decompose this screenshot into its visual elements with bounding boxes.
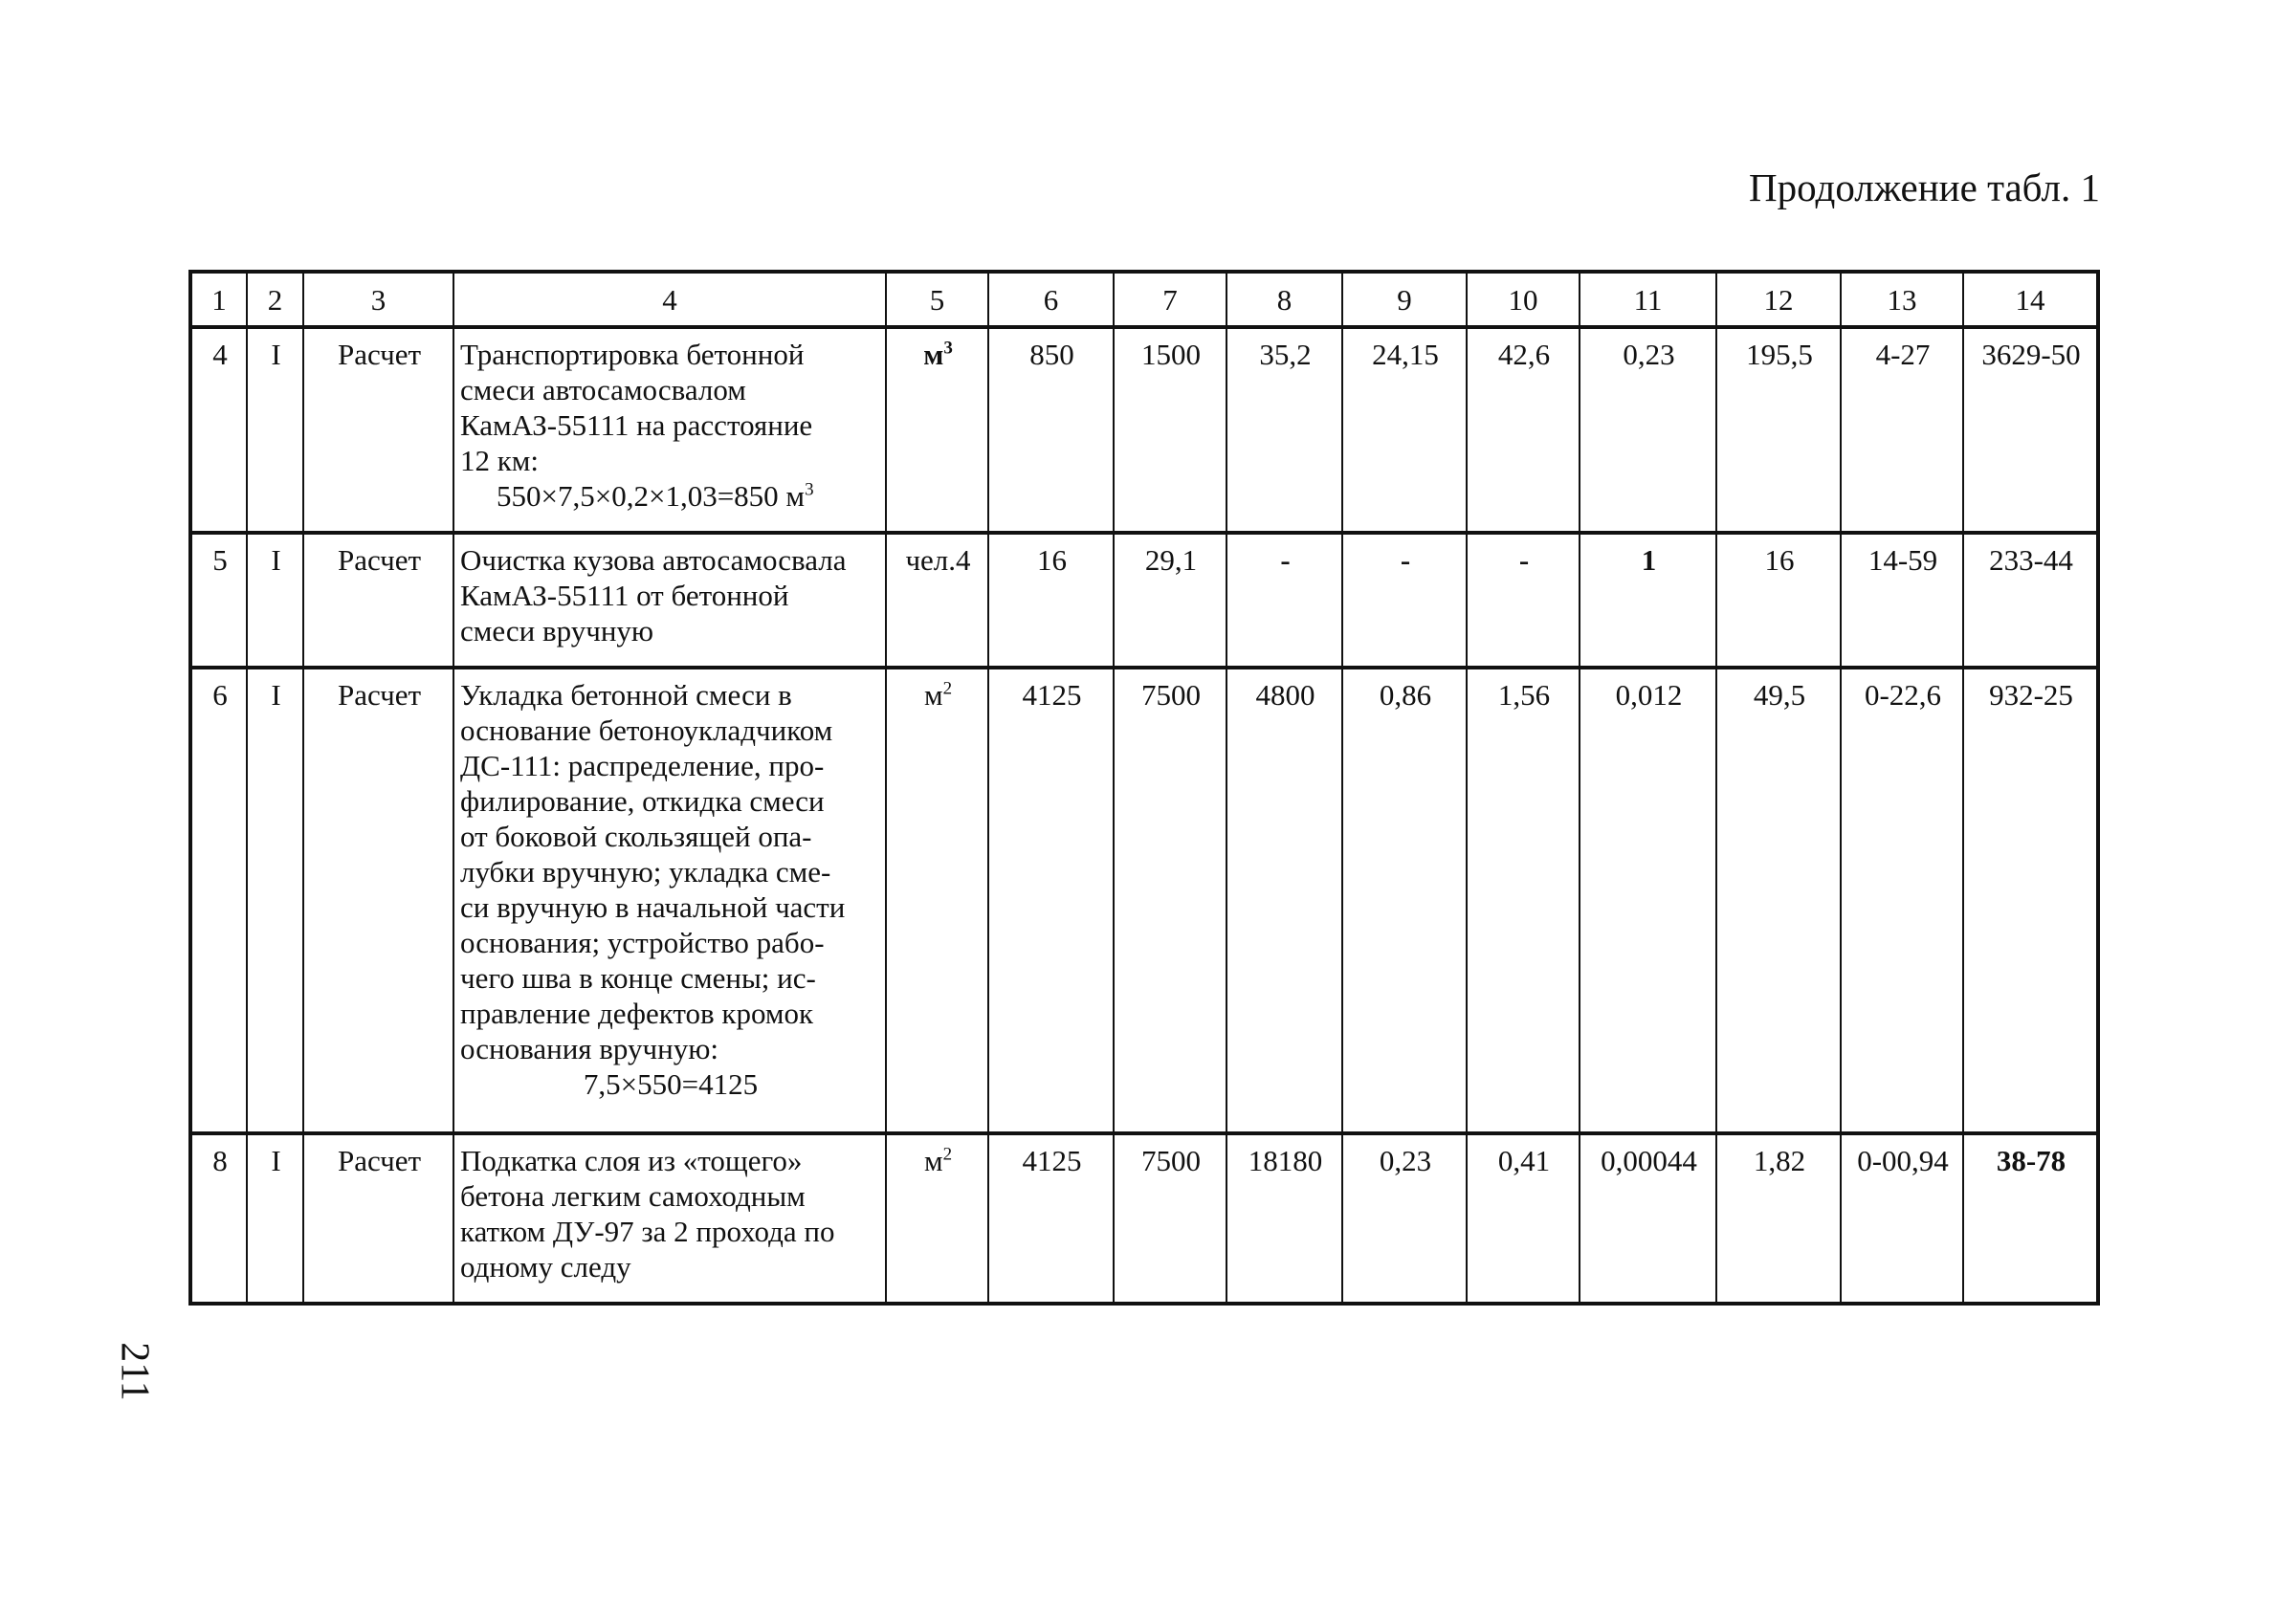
description-line: Транспортировка бетонной bbox=[460, 338, 805, 371]
description-line: Очистка кузова автосамосвала bbox=[460, 543, 847, 577]
header-cell: 8 bbox=[1226, 272, 1342, 327]
cell-value: 0,86 bbox=[1342, 668, 1467, 1133]
description-line: филирование, откидка смеси bbox=[460, 784, 825, 818]
cell-value: 7500 bbox=[1114, 668, 1226, 1133]
table-row bbox=[190, 668, 2098, 1133]
description-line: бетона легким самоходным bbox=[460, 1179, 806, 1213]
cell-value: - bbox=[1226, 533, 1342, 668]
description-line: от боковой скользящей опа- bbox=[460, 820, 812, 853]
header-cell: 7 bbox=[1114, 272, 1226, 327]
cell-number: 5 bbox=[190, 533, 247, 668]
description-line: КамАЗ-55111 на расстояние bbox=[460, 408, 813, 442]
description-line: КамАЗ-55111 от бетонной bbox=[460, 579, 789, 612]
cell-value: 1,56 bbox=[1467, 668, 1580, 1133]
cell-value: 0,00044 bbox=[1580, 1133, 1716, 1304]
cell-number: 6 bbox=[190, 668, 247, 1133]
calculation-formula: 7,5×550=4125 bbox=[583, 1067, 759, 1101]
description-line: смеси вручную bbox=[460, 614, 654, 647]
cell-value: 4125 bbox=[988, 1133, 1114, 1304]
description-line: одному следу bbox=[460, 1250, 631, 1284]
cell-value: - bbox=[1467, 533, 1580, 668]
cell-value: 24,15 bbox=[1342, 327, 1467, 533]
cell-category: I bbox=[247, 327, 303, 533]
cell-value: 1,82 bbox=[1716, 1133, 1841, 1304]
header-cell: 14 bbox=[1963, 272, 2098, 327]
header-cell: 6 bbox=[988, 272, 1114, 327]
table-row bbox=[190, 327, 2098, 533]
cell-unit bbox=[886, 668, 988, 1133]
header-cell: 1 bbox=[190, 272, 247, 327]
formula-text: 550×7,5×0,2×1,03=850 м bbox=[497, 479, 806, 513]
cell-value: 0-00,94 bbox=[1841, 1133, 1963, 1304]
cell-value: 195,5 bbox=[1716, 327, 1841, 533]
cell-basis: Расчет bbox=[303, 327, 453, 533]
cell-category: I bbox=[247, 533, 303, 668]
unit-exponent: 3 bbox=[943, 338, 953, 359]
cell-value: 1 bbox=[1580, 533, 1716, 668]
description-line: лубки вручную; укладка сме- bbox=[460, 855, 831, 889]
cell-value: - bbox=[1342, 533, 1467, 668]
unit-base: м bbox=[923, 338, 944, 371]
description-line: чего шва в конце смены; ис- bbox=[460, 961, 816, 995]
cell-unit: чел.4 bbox=[886, 533, 988, 668]
cell-value: 850 bbox=[988, 327, 1114, 533]
cell-value: 29,1 bbox=[1114, 533, 1226, 668]
unit-base: м bbox=[923, 1144, 943, 1177]
header-cell: 5 bbox=[886, 272, 988, 327]
description-line: основания вручную: bbox=[460, 1032, 718, 1065]
cell-value: 3629-50 bbox=[1963, 327, 2098, 533]
table-caption: Продолжение табл. 1 bbox=[1749, 165, 2100, 209]
table-row bbox=[190, 1133, 2098, 1304]
cell-description bbox=[453, 327, 886, 533]
header-cell: 3 bbox=[303, 272, 453, 327]
unit-exponent: 2 bbox=[942, 678, 953, 699]
cell-value: 49,5 bbox=[1716, 668, 1841, 1133]
cell-number: 4 bbox=[190, 327, 247, 533]
description-line: ДС-111: распределение, про- bbox=[460, 749, 825, 782]
cell-basis: Расчет bbox=[303, 668, 453, 1133]
cell-value: 35,2 bbox=[1226, 327, 1342, 533]
description-line: катком ДУ-97 за 2 прохода по bbox=[460, 1215, 835, 1248]
cell-value: 0,41 bbox=[1467, 1133, 1580, 1304]
page-number: 211 bbox=[112, 1342, 157, 1401]
header-cell: 12 bbox=[1716, 272, 1841, 327]
cell-unit bbox=[886, 1133, 988, 1304]
cell-value: 18180 bbox=[1226, 1133, 1342, 1304]
cell-value: 14-59 bbox=[1841, 533, 1963, 668]
table-header-row bbox=[190, 272, 2098, 327]
cell-value: 233-44 bbox=[1963, 533, 2098, 668]
cell-value: 4800 bbox=[1226, 668, 1342, 1133]
description-line: основания; устройство рабо- bbox=[460, 926, 825, 959]
formula-exponent: 3 bbox=[805, 479, 814, 500]
cell-value: 0,23 bbox=[1580, 327, 1716, 533]
cell-description bbox=[453, 668, 886, 1133]
cell-description bbox=[453, 533, 886, 668]
table-row bbox=[190, 533, 2098, 668]
header-cell: 4 bbox=[453, 272, 886, 327]
cell-basis: Расчет bbox=[303, 533, 453, 668]
cell-value: 932-25 bbox=[1963, 668, 2098, 1133]
cell-value: 0,012 bbox=[1580, 668, 1716, 1133]
header-cell: 13 bbox=[1841, 272, 1963, 327]
cell-description bbox=[453, 1133, 886, 1304]
description-line: основание бетоноукладчиком bbox=[460, 713, 833, 747]
header-cell: 2 bbox=[247, 272, 303, 327]
description-line: смеси автосамосвалом bbox=[460, 373, 746, 406]
cell-value: 16 bbox=[988, 533, 1114, 668]
cell-value: 0,23 bbox=[1342, 1133, 1467, 1304]
cell-value: 0-22,6 bbox=[1841, 668, 1963, 1133]
cell-value: 42,6 bbox=[1467, 327, 1580, 533]
cell-value: 4125 bbox=[988, 668, 1114, 1133]
cell-category: I bbox=[247, 668, 303, 1133]
description-line: Укладка бетонной смеси в bbox=[460, 678, 792, 712]
calculation-formula bbox=[460, 478, 881, 514]
header-cell: 9 bbox=[1342, 272, 1467, 327]
unit-base: м bbox=[923, 678, 943, 712]
cell-value: 16 bbox=[1716, 533, 1841, 668]
header-cell: 10 bbox=[1467, 272, 1580, 327]
description-line: си вручную в начальной части bbox=[460, 890, 846, 924]
description-line: правление дефектов кромок bbox=[460, 997, 814, 1030]
cell-unit bbox=[886, 327, 988, 533]
cell-basis: Расчет bbox=[303, 1133, 453, 1304]
cell-value: 38-78 bbox=[1963, 1133, 2098, 1304]
header-cell: 11 bbox=[1580, 272, 1716, 327]
cell-category: I bbox=[247, 1133, 303, 1304]
description-line: 12 км: bbox=[460, 444, 540, 477]
description-line: Подкатка слоя из «тощего» bbox=[460, 1144, 803, 1177]
cell-value: 7500 bbox=[1114, 1133, 1226, 1304]
cell-value: 4-27 bbox=[1841, 327, 1963, 533]
cell-number: 8 bbox=[190, 1133, 247, 1304]
data-table bbox=[188, 270, 2100, 1306]
unit-exponent: 2 bbox=[942, 1144, 953, 1165]
cell-value: 1500 bbox=[1114, 327, 1226, 533]
